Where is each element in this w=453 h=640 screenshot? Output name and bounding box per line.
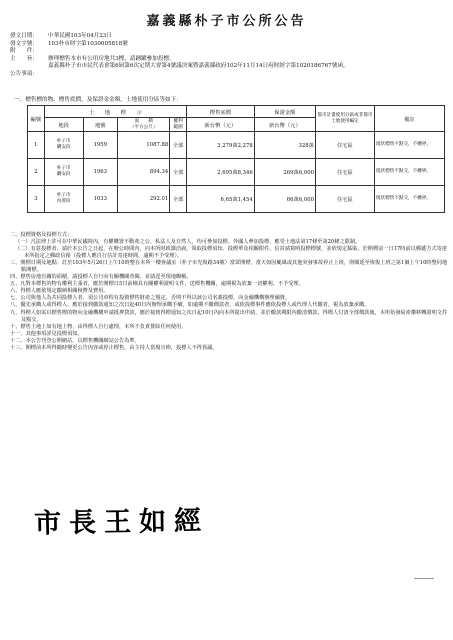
paragraph: （二）有意投標者，請於本公告之日起，在辦公時間內，向本所財政課洽詢，領取投標須知、投標單及相關附件。信封請寫明投標標號，並依規定黏貼，於開標前一日17時前以郵遞方式寄達本所指定之郵政信箱（投標人應自行估計寄達時間，逾期不予受理）。 — [15, 246, 447, 260]
cell-deposit: 66萬6,000 — [254, 186, 315, 213]
col-header-lot: 地號 — [83, 118, 117, 132]
cell-no: 1 — [28, 132, 45, 159]
page-title: 嘉義縣朴子市公所公告 — [146, 14, 307, 29]
paragraph: 十、標售土地上如有地上物，由得標人自行處理，本所不負責排除任何使用。 — [10, 323, 187, 330]
meta-value: 嘉義縣朴子市市民代表會第6屆第6次定期大會第4號議決案暨嘉義縣政府102年11月14日府財經字第1020186767號函。 — [48, 63, 349, 70]
paragraph: 三、開標日期及地點：訂於103年5月26日上午10時整在本所一樓會議室（朴子市光復路34號）當眾開標，當天如因颱風或其他突發事故停止上班，則順延至恢復上班之第1個上午10時整同地點開標。 — [10, 260, 448, 274]
cell-lot: 1033 — [83, 186, 117, 213]
meta-row — [10, 33, 450, 41]
document-header — [10, 33, 450, 79]
table-row — [28, 186, 445, 213]
cell-remark: 現狀標售不點交，不纏界。 — [374, 132, 444, 159]
meta-row — [10, 48, 450, 56]
mayor-signature: 市長王如經 — [33, 505, 210, 540]
meta-label: 附 件： — [10, 48, 38, 55]
cell-zone: 住宅區 — [315, 132, 374, 159]
meta-label: 發文日期： — [10, 33, 38, 39]
section-heading: 一、標售標的物、標售底價，及保證金金額，土地使用分區等如下： — [14, 97, 182, 103]
col-header-deposit: 保證金額 — [254, 106, 315, 118]
cell-section: 朴子市 內厝段 — [44, 186, 83, 213]
paragraph: 九、得標人如需以標售標的物向金融機構申請抵押貸款，應於接到得標通知之次日起10日內向本所提出申請，並於繳款期限內繳清價款，得標人付清全部價款後，本所始發給產權移轉證明文件及點交。 — [10, 309, 448, 323]
cell-area: 292.01 — [118, 186, 170, 213]
paragraph: 二、投標資格及投標方式： — [10, 232, 73, 238]
col-header-deposit-unit: 新台幣（元） — [254, 118, 315, 132]
cell-right: 全部 — [170, 132, 187, 159]
meta-row — [10, 71, 450, 79]
col-header-zone: 都市計畫使用分區或非都市土地使用編定 — [315, 106, 374, 132]
cell-no: 3 — [28, 186, 45, 213]
paragraph: 六、得標人應依規定繳納相關稅費及費用。 — [10, 288, 109, 295]
cell-zone: 住宅區 — [315, 186, 374, 213]
meta-row — [10, 41, 450, 49]
cell-lot: 1959 — [83, 132, 117, 159]
table-row — [28, 159, 445, 186]
col-header-land: 土 地 標 示 — [44, 106, 186, 118]
paragraph: 八、優先承購人或得標人，應於接到繳款通知之次日起40日內辦理承購手續，如逾期不繳價款者，或依投標事件應依投標人或代理人代繳者，視為放棄承購。 — [10, 302, 370, 309]
paragraph: 十三、開標前本所得隨時變更公告內容或停止標售，由主持人當場宣佈，投標人不得異議。 — [10, 344, 218, 351]
paragraph: （一）凡法律上許可在中華民國境內，有權購置不動產之公、私法人及自然人，均可參加投標。外國人參加投標，應受土地法第17條至第20條之限制。 — [15, 239, 361, 246]
col-header-price: 標售底價 — [186, 106, 254, 118]
cell-no: 2 — [28, 159, 45, 186]
cell-deposit: 328萬 — [254, 132, 315, 159]
meta-label: 公告事項： — [10, 70, 38, 77]
announcement-body — [10, 232, 448, 352]
cell-right: 全部 — [170, 159, 187, 186]
cell-remark: 現狀標售不點交，不纏界。 — [374, 159, 444, 186]
page-corner-mark — [414, 578, 434, 593]
cell-price: 3,279萬2,278 — [186, 132, 254, 159]
paragraph: 七、公司與他人為共同投標人者，須公司章程有投資標售財產之規定，否則不得以該公司名義投標，向金融機構辦理融資。 — [10, 295, 291, 302]
meta-value: 中華民國103年04月23日 — [48, 33, 113, 39]
meta-label: 主 旨： — [10, 55, 38, 62]
col-header-price-unit: 新台幣（元） — [186, 118, 254, 132]
cell-right: 全部 — [170, 186, 187, 213]
meta-label: 發文字號： — [10, 40, 38, 47]
cell-lot: 1963 — [83, 159, 117, 186]
cell-area: 894.34 — [118, 159, 170, 186]
meta-label — [10, 63, 48, 71]
meta-value: 103朴市財字第1030005818號 — [48, 40, 128, 47]
col-header-right: 權利範圍 — [170, 118, 187, 132]
cell-section: 朴子市 購安段 — [44, 159, 83, 186]
meta-row — [10, 63, 450, 71]
table-row — [28, 132, 445, 159]
col-header-remark: 備註 — [374, 106, 444, 132]
cell-remark: 現狀標售不點交，不纏界。 — [374, 186, 444, 213]
cell-area: 1087.88 — [118, 132, 170, 159]
cell-deposit: 269萬6,000 — [254, 159, 315, 186]
cell-price: 6,65萬1,454 — [186, 186, 254, 213]
cell-price: 2,695萬8,346 — [186, 159, 254, 186]
land-table — [27, 105, 445, 213]
cell-section: 朴子市 購安段 — [44, 132, 83, 159]
meta-value: 辦理標售本市有公用房地共3標，請踴躍參加投標。 — [48, 55, 175, 62]
cell-zone: 住宅區 — [315, 159, 374, 186]
col-header-area: 面 積 （平方公尺） — [118, 118, 170, 132]
paragraph: 四、標售房地有關的面積，請投標人自行向有關機關查閱，並請逕至現地瞭解。 — [10, 274, 192, 281]
paragraph: 十二、本公告刊登公開網站，以標售機關網站公告為準。 — [10, 337, 140, 344]
paragraph: 五、凡對本標售的物有權利主張者，應於開標日5日前檢具有關權利證明文件，送標售機關，逾期視為放棄一切權利，不予受理。 — [10, 281, 304, 288]
col-header-section: 地段 — [44, 118, 83, 132]
col-header-no: 編號 — [28, 106, 45, 132]
paragraph: 十一、其他事項詳見投標須知。 — [10, 330, 83, 337]
